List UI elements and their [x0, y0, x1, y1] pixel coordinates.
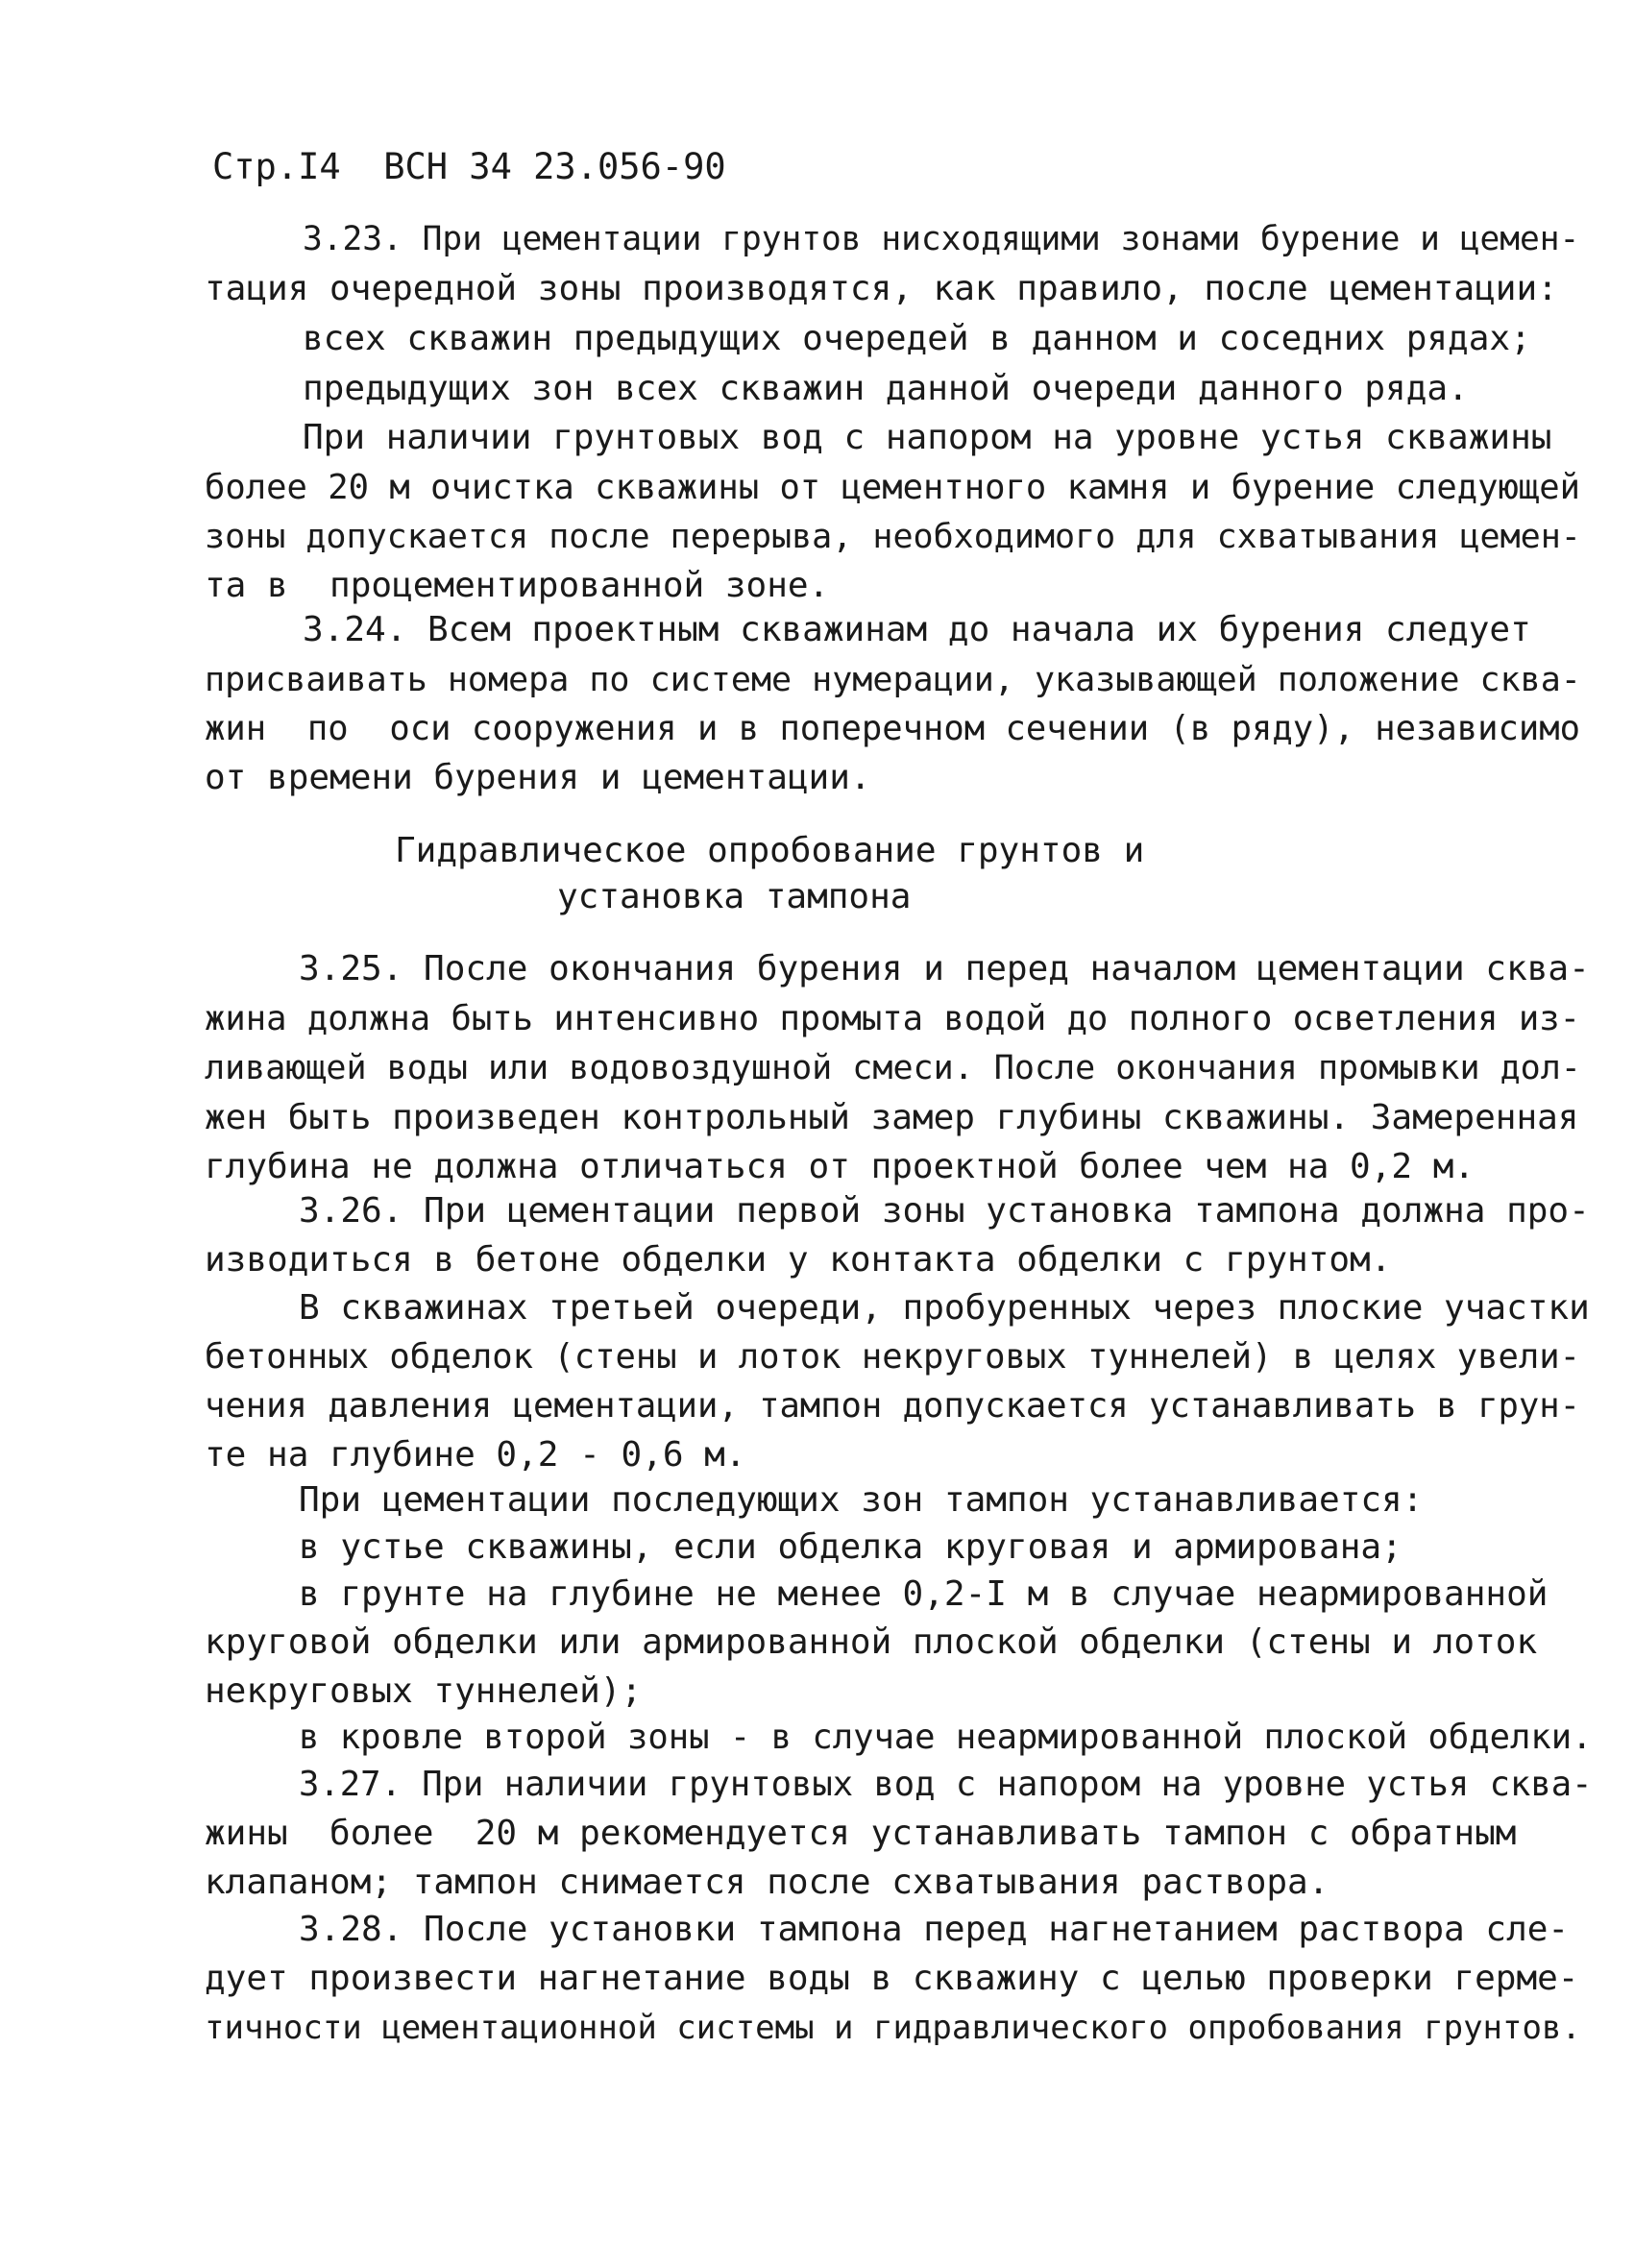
text-line: жен быть произведен контрольный замер глубины скважины. Замеренная [205, 1098, 1579, 1137]
text-line: ливающей воды или водовоздушной смеси. После окончания промывки дол- [205, 1049, 1581, 1087]
text-line: изводиться в бетоне обделки у контакта обделки с грунтом. [205, 1240, 1392, 1280]
text-line: 3.25. После окончания бурения и перед началом цементации сква- [299, 949, 1590, 988]
section-heading: Гидравлическое опробование грунтов и [395, 831, 1145, 870]
text-line: 3.27. При наличии грунтовых вод с напором на уровне устья сква- [299, 1765, 1593, 1804]
text-line: бетонных обделок (стены и лоток некруговых туннелей) в целях увели- [205, 1337, 1580, 1377]
text-line: круговой обделки или армированной плоской обделки (стены и лоток [205, 1622, 1538, 1662]
text-line: некруговых туннелей); [205, 1671, 643, 1711]
section-heading: установка тампона [557, 877, 912, 916]
text-line: тация очередной зоны производятся, как правило, после цементации: [205, 269, 1558, 308]
text-line: чения давления цементации, тампон допускается устанавливать в грун- [205, 1386, 1580, 1426]
text-line: тичности цементационной системы и гидравлического опробования грунтов. [205, 2009, 1581, 2047]
page-header: Стр.I4 ВСН 34 23.056-90 [212, 146, 726, 187]
text-line: зоны допускается после перерыва, необходимого для схватывания цемен- [205, 518, 1581, 556]
text-line: присваивать номера по системе нумерации, указывающей положение сква- [205, 661, 1581, 699]
text-line: более 20 м очистка скважины от цементного камня и бурение следующей [205, 468, 1580, 507]
text-line: в устье скважины, если обделка круговая и армирована; [299, 1527, 1402, 1567]
text-line: всех скважин предыдущих очередей в данном и соседних рядах; [303, 319, 1531, 358]
text-line: При цементации последующих зон тампон устанавливается: [299, 1480, 1424, 1520]
text-line: дует произвести нагнетание воды в скважину с целью проверки герме- [205, 1959, 1579, 1998]
text-line: клапаном; тампон снимается после схватывания раствора. [205, 1863, 1329, 1902]
text-line: жин по оси сооружения и в поперечном сечении (в ряду), независимо [205, 709, 1580, 748]
text-line: 3.23. При цементации грунтов нисходящими зонами бурение и цемен- [303, 220, 1580, 258]
text-line: предыдущих зон всех скважин данной очереди данного ряда. [303, 369, 1469, 408]
text-line: от времени бурения и цементации. [205, 758, 871, 797]
text-line: те на глубине 0,2 - 0,6 м. [205, 1435, 746, 1475]
text-line: 3.28. После установки тампона перед нагнетанием раствора сле- [299, 1910, 1570, 1949]
text-line: жины более 20 м рекомендуется устанавливать тампон с обратным [205, 1814, 1517, 1853]
text-line: глубина не должна отличаться от проектной более чем на 0,2 м. [205, 1147, 1475, 1186]
text-line: в грунте на глубине не менее 0,2-I м в случае неармированной [299, 1574, 1549, 1614]
text-line: 3.24. Всем проектным скважинам до начала их бурения следует [303, 610, 1531, 649]
text-line: жина должна быть интенсивно промыта водой до полного осветления из- [205, 999, 1580, 1038]
text-line: в кровле второй зоны - в случае неармированной плоской обделки. [299, 1718, 1593, 1757]
text-line: та в процементированной зоне. [205, 566, 830, 605]
text-line: В скважинах третьей очереди, пробуренных через плоские участки [299, 1288, 1590, 1328]
text-line: При наличии грунтовых вод с напором на уровне устья скважины [303, 418, 1552, 457]
text-line: 3.26. При цементации первой зоны установка тампона должна про- [299, 1191, 1590, 1231]
